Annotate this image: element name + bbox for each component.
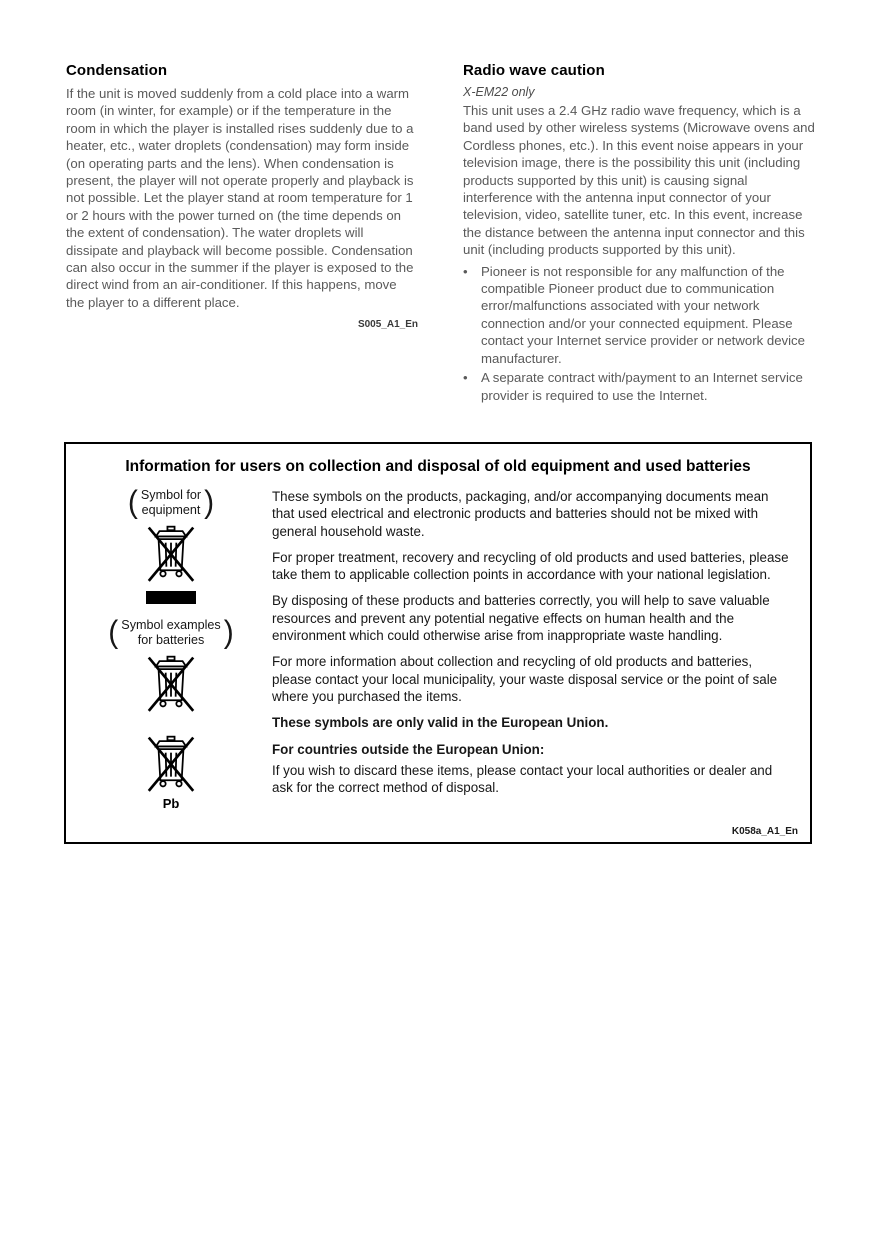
weee-equipment-symbol [144, 524, 198, 604]
symbols-column [80, 485, 262, 811]
symbol-equipment-line1: Symbol for [140, 488, 202, 502]
symbol-equipment-label [127, 485, 215, 520]
battery-symbol-pb [144, 734, 198, 811]
paren-close: ) [223, 615, 234, 650]
bullet-icon: • [463, 263, 468, 279]
condensation-body: If the unit is moved suddenly from a cold place into a warm room (in winter, for example) or if the temperature in the room in which the player is installed rises suddenly due to a heater, etc., water droplets (condensation) may form inside (on operating parts and the lens). When condensation is present, the player will not operate properly and playback is not possible. Let the player stand at room temperature for 1 or 2 hours with the power turned on (the time depends on the extent of condensation). The water droplets will dissipate and playback will become possible. Condensation can also occur in the summer if the player is exposed to the direct wind from an air-conditioner. If this happens, move the player to a different place. [66, 86, 414, 310]
info-text-column [262, 488, 796, 811]
radio-wave-section [463, 62, 817, 404]
doc-code-k058a: K058a_A1_En [731, 826, 798, 837]
paren-close: ) [204, 485, 215, 520]
paren-open: ( [127, 485, 138, 520]
paren-open: ( [108, 615, 119, 650]
radio-body: This unit uses a 2.4 GHz radio wave frequency, which is a band used by other wireless systems (Microwave ovens and Cordless phones, etc.). In this event noise appears in your television image, there is the possibility this unit (including products supported by this unit) is causing signal interference with the antenna input connector of your television, video, satellite tuner, etc. In this event, increase the distance between the antenna input connector and this unit (including products supported by this unit). [463, 103, 815, 258]
info-paragraph: By disposing of these products and batteries correctly, you will help to save valuable resources and prevent any potential negative effects on human health and the environment which could otherwise arise from inappropriate waste handling. [272, 593, 770, 644]
info-box [64, 442, 812, 844]
condensation-heading: Condensation [66, 62, 168, 79]
bullet-text: A separate contract with/payment to an Internet service provider is required to use the Internet. [481, 370, 803, 403]
doc-code-s005: S005_A1_En [357, 319, 418, 331]
outside-eu-heading: For countries outside the European Union: [272, 741, 545, 757]
weee-bin-icon [144, 734, 198, 798]
info-paragraph: For proper treatment, recovery and recycling of old products and used batteries, please take them to applicable collection points in accordance with your national legislation. [272, 549, 789, 583]
pb-label: Pb [162, 796, 180, 811]
bullet-text: Pioneer is not responsible for any malfunction of the compatible Pioneer product due to communication error/malfunctions associated with your network connection and/or your connected equipment. Please contact your Internet service provider or network device manufacturer. [481, 263, 805, 366]
info-box-content [80, 485, 796, 811]
battery-symbol-1 [144, 654, 198, 718]
radio-subheading: X-EM22 only [463, 85, 535, 99]
weee-bin-icon [144, 524, 198, 588]
bullet-item [463, 369, 817, 404]
symbol-batteries-line2: for batteries [137, 633, 205, 647]
condensation-section [66, 62, 418, 330]
symbol-batteries-line1: Symbol examples [121, 618, 221, 632]
info-paragraph: For more information about collection and recycling of old products and batteries, please contact your local municipality, your waste disposal service or the point of sale where you purchased the items. [272, 654, 778, 704]
weee-bin-icon [144, 654, 198, 718]
info-box-title: Information for users on collection and disposal of old equipment and used batteries [125, 458, 751, 475]
radio-heading: Radio wave caution [463, 62, 605, 79]
info-paragraph: These symbols on the products, packaging, and/or accompanying documents mean that used electrical and electronic products and batteries should not be mixed with general household waste. [272, 489, 769, 539]
symbol-batteries-label [108, 615, 234, 650]
bullet-icon: • [463, 370, 468, 386]
radio-bullet-list [463, 263, 817, 404]
symbol-equipment-line2: equipment [141, 503, 201, 517]
eu-valid-note: These symbols are only valid in the European Union. [272, 715, 609, 731]
outside-eu-paragraph: If you wish to discard these items, please contact your local authorities or dealer and ask for the correct method of disposal. [272, 762, 773, 796]
weee-black-bar [146, 591, 196, 604]
bullet-item [463, 263, 817, 367]
